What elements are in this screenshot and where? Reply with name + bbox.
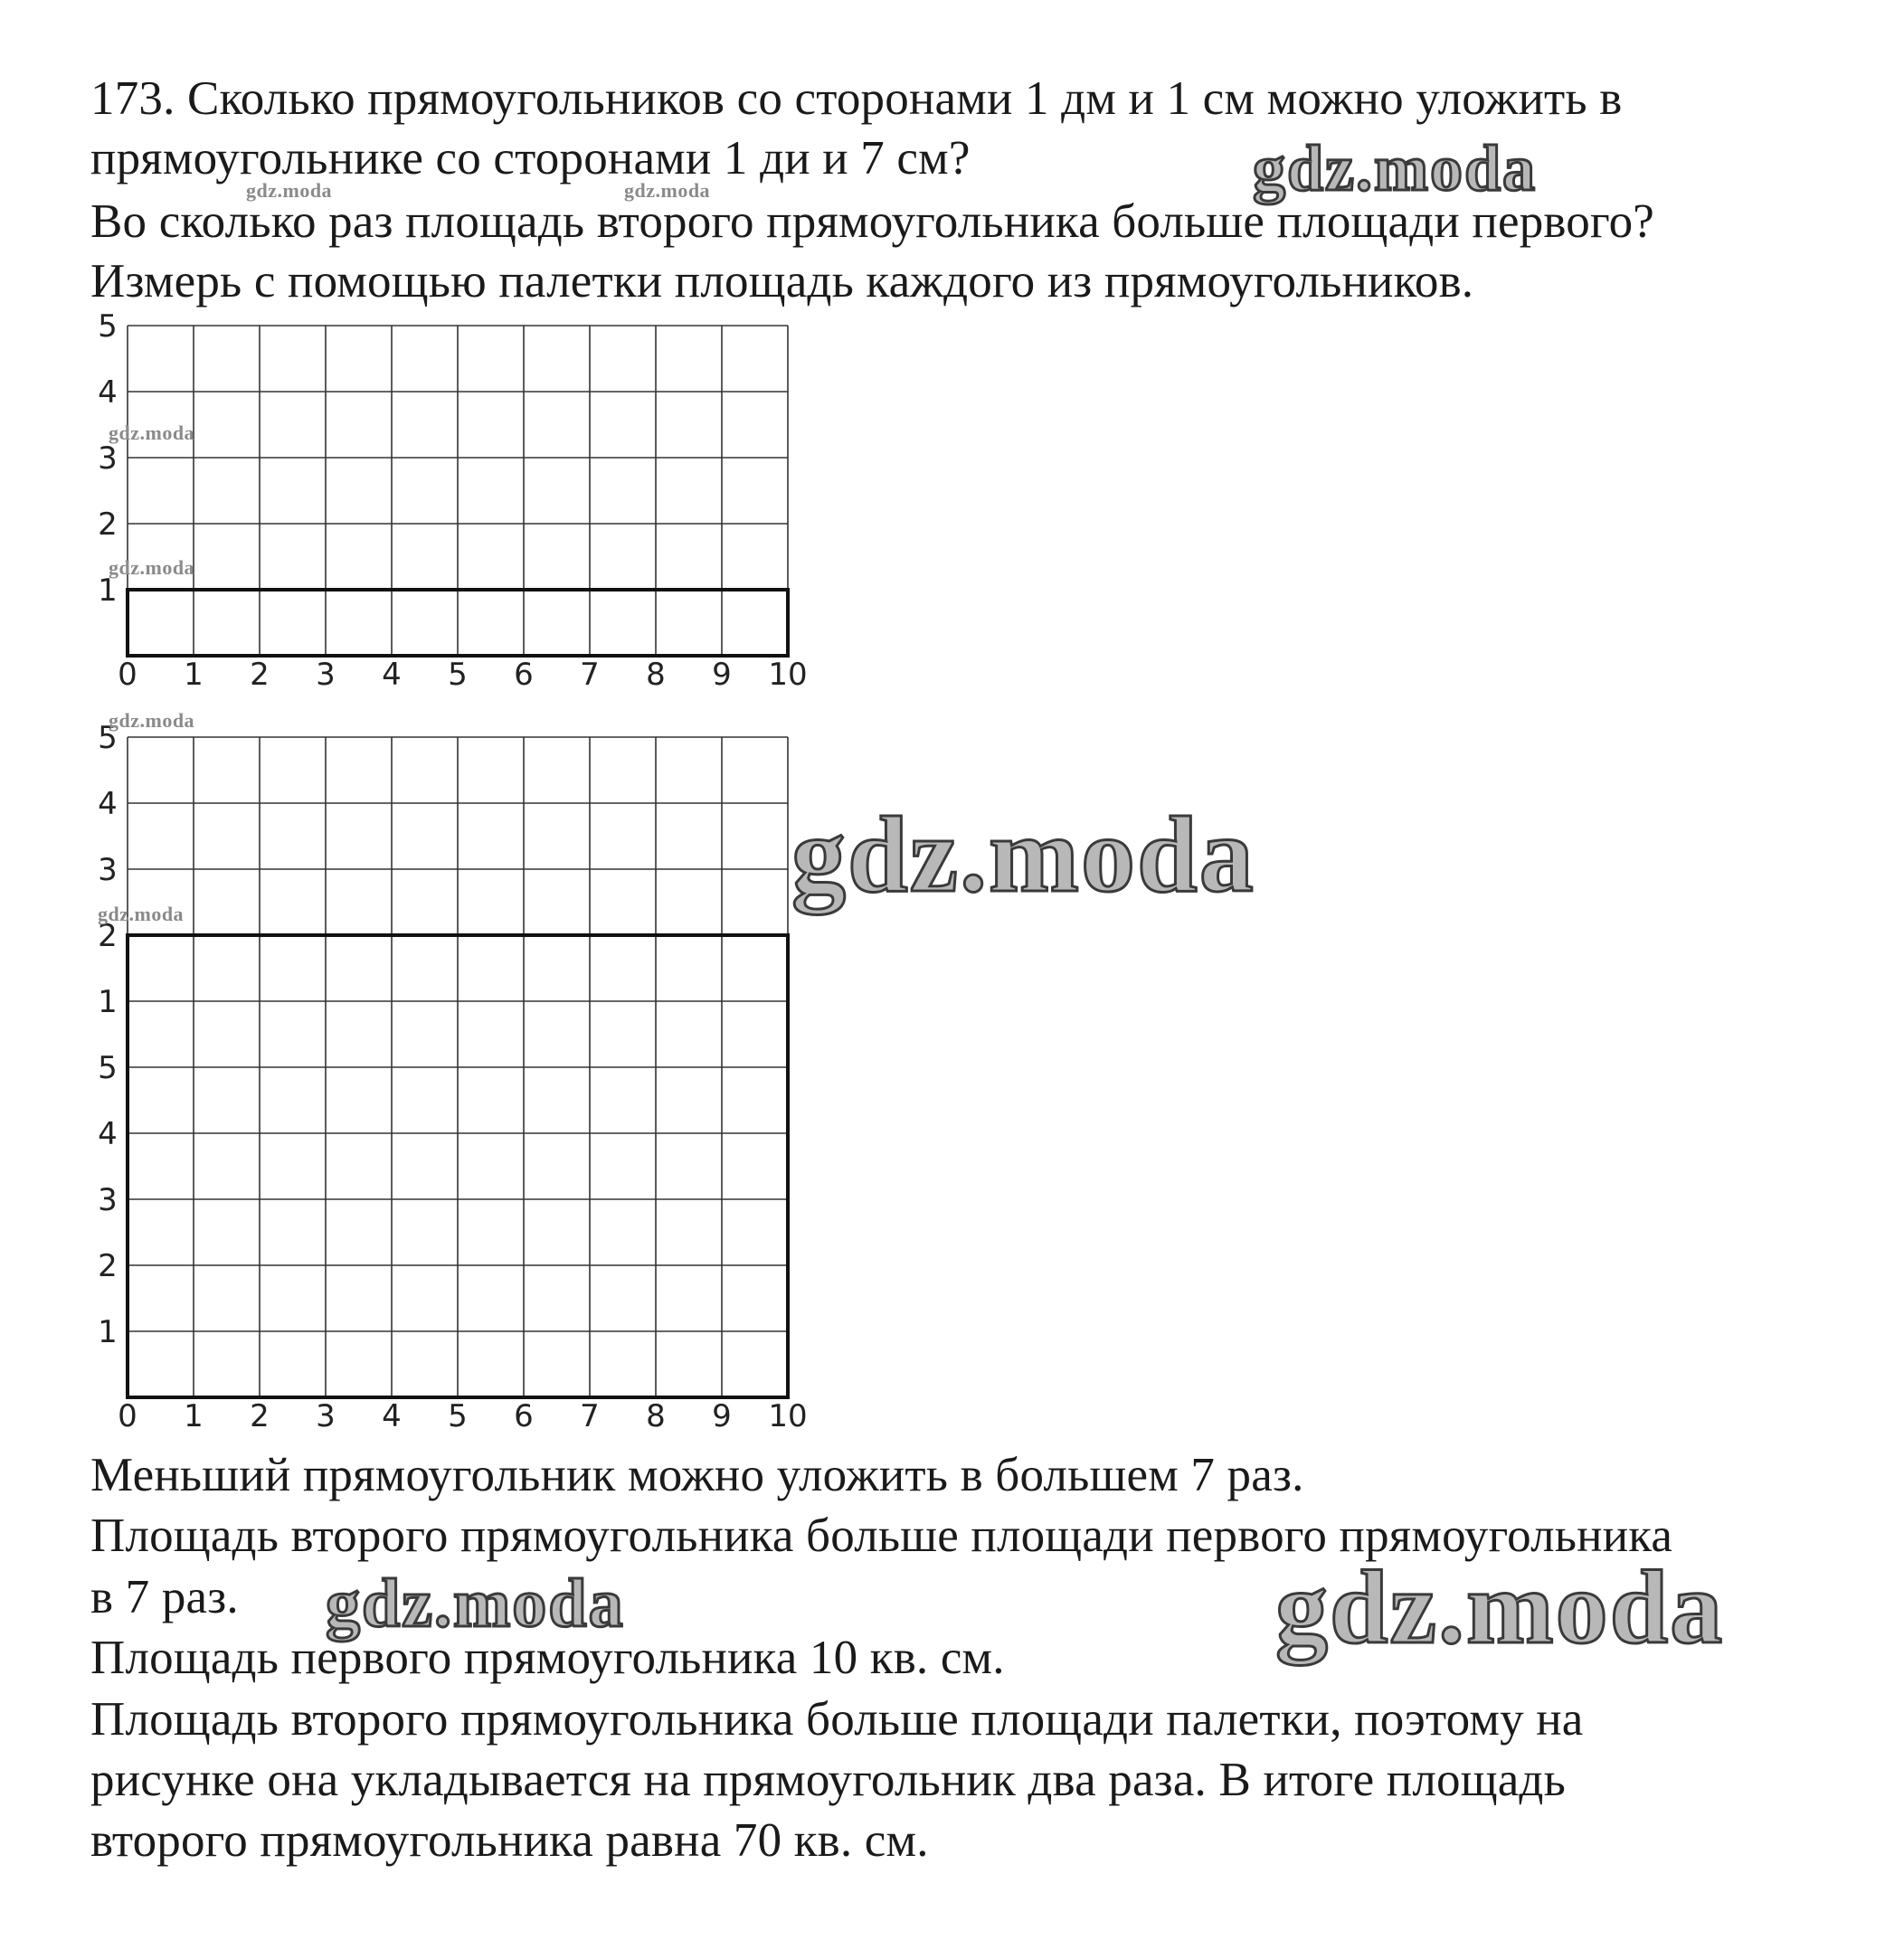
problem-line-1: 173. Сколько прямоугольников со сторонами 1 дм и 1 см можно уложить в — [90, 72, 1623, 125]
watermark-small: gdz.moda — [109, 709, 195, 732]
x-tick-label: 4 — [382, 657, 402, 693]
y-tick-label: 2 — [98, 918, 118, 954]
x-tick-label: 8 — [646, 657, 666, 693]
watermark-small: gdz.moda — [246, 179, 333, 202]
answer-line-4: Площадь первого прямоугольника 10 кв. см. — [90, 1632, 1005, 1684]
y-tick-label: 4 — [98, 1116, 118, 1152]
x-tick-label: 4 — [382, 1398, 402, 1434]
y-tick-label: 1 — [98, 573, 118, 609]
watermark-large: gdz.moda — [326, 1566, 625, 1642]
y-tick-label: 4 — [98, 786, 118, 822]
watermark-small: gdz.moda — [109, 421, 195, 444]
problem-line-3: Во сколько раз площадь второго прямоугольника больше площади первого? — [90, 195, 1655, 248]
x-tick-label: 3 — [316, 657, 336, 693]
y-tick-label: 2 — [98, 1248, 118, 1284]
y-tick-label: 5 — [98, 724, 118, 756]
answer-line-6: рисунке она укладывается на прямоугольник два раза. В итоге площадь — [90, 1754, 1566, 1806]
watermark-large: gdz.moda — [791, 794, 1255, 914]
y-tick-label: 3 — [98, 852, 118, 888]
y-tick-label: 3 — [98, 440, 118, 477]
watermark-small: gdz.moda — [109, 556, 195, 579]
x-tick-label: 1 — [184, 657, 204, 693]
palette-grid-1 — [86, 312, 828, 705]
palette-grid-2 — [86, 724, 828, 1452]
x-tick-label: 8 — [646, 1398, 666, 1434]
x-tick-label: 2 — [250, 1398, 270, 1434]
x-tick-label: 0 — [118, 1398, 137, 1434]
x-tick-label: 1 — [184, 1398, 204, 1434]
answer-line-7: второго прямоугольника равна 70 кв. см. — [90, 1814, 929, 1867]
x-tick-label: 5 — [448, 1398, 468, 1434]
x-tick-label: 2 — [250, 657, 270, 693]
palette-grid-1-svg — [86, 312, 828, 701]
watermark-large: gdz.moda — [1253, 132, 1538, 204]
x-tick-label: 7 — [580, 1398, 600, 1434]
answer-line-2: Площадь второго прямоугольника больше площади первого прямоугольника — [90, 1509, 1673, 1562]
y-tick-label: 4 — [98, 374, 118, 411]
palette-grid-2-svg — [86, 724, 828, 1447]
y-tick-label: 1 — [98, 984, 118, 1020]
x-tick-label: 10 — [768, 1398, 808, 1434]
answer-line-5: Площадь второго прямоугольника больше площади палетки, поэтому на — [90, 1693, 1584, 1746]
x-tick-label: 9 — [712, 1398, 732, 1434]
y-tick-label: 5 — [98, 1050, 118, 1086]
answer-line-3: в 7 раз. — [90, 1571, 239, 1623]
y-tick-label: 5 — [98, 312, 118, 345]
watermark-small: gdz.moda — [98, 903, 185, 925]
problem-line-4: Измерь с помощью палетки площадь каждого из прямоугольников. — [90, 255, 1474, 308]
x-tick-label: 6 — [514, 1398, 534, 1434]
x-tick-label: 0 — [118, 657, 137, 693]
x-tick-label: 3 — [316, 1398, 336, 1434]
watermark-large: gdz.moda — [1275, 1550, 1725, 1666]
x-tick-label: 6 — [514, 657, 534, 693]
y-tick-label: 3 — [98, 1182, 118, 1218]
x-tick-label: 9 — [712, 657, 732, 693]
x-tick-label: 10 — [768, 657, 808, 693]
x-tick-label: 5 — [448, 657, 468, 693]
watermark-small: gdz.moda — [624, 179, 711, 202]
answer-line-1: Меньший прямоугольник можно уложить в большем 7 раз. — [90, 1449, 1304, 1501]
problem-line-2: прямоугольнике со сторонами 1 ди и 7 см? — [90, 132, 971, 185]
y-tick-label: 2 — [98, 506, 118, 543]
y-tick-label: 1 — [98, 1314, 118, 1350]
x-tick-label: 7 — [580, 657, 600, 693]
